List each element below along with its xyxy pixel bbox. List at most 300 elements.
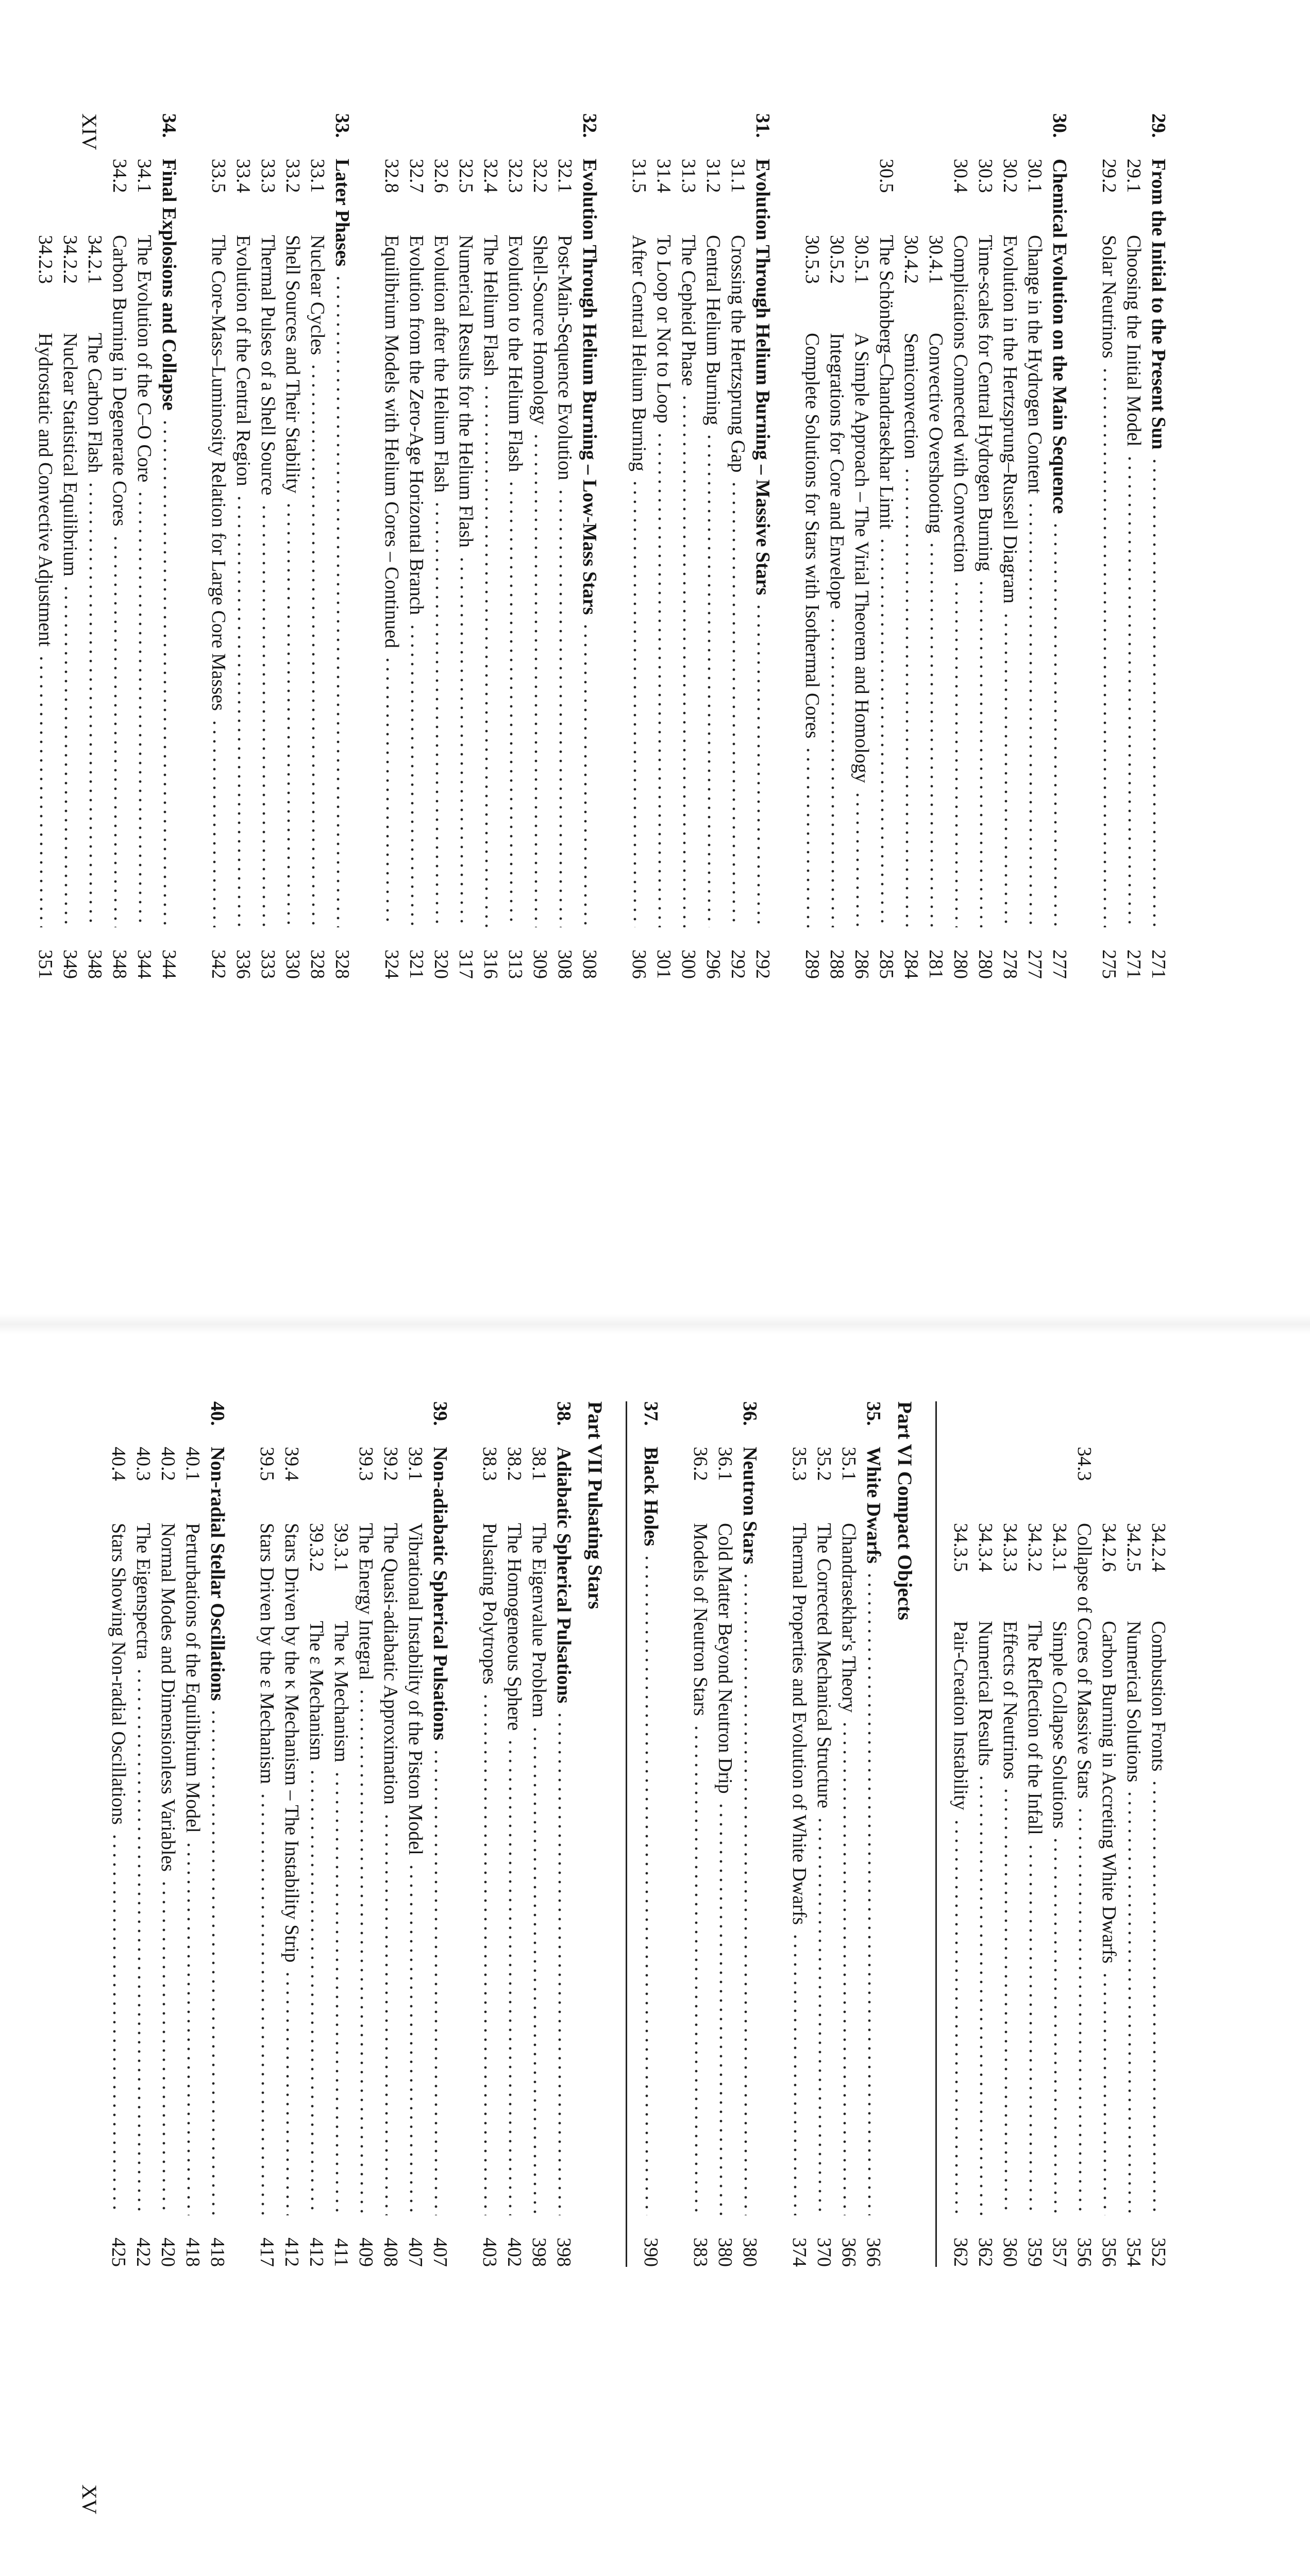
toc-entry xyxy=(305,113,330,979)
toc-entry-page: 366 xyxy=(838,2238,860,2267)
toc-entry-number: 33.1 xyxy=(307,159,328,193)
toc-entry-title: Simple Collapse Solutions xyxy=(1049,1621,1070,1829)
toc-entry xyxy=(726,113,750,979)
toc-entry-title: Complications Connected with Convection xyxy=(950,235,971,573)
toc-entry-page: 288 xyxy=(826,950,848,979)
toc-entry-number: 31.1 xyxy=(727,159,749,193)
toc-entry-page: 403 xyxy=(479,2238,500,2267)
toc-entry xyxy=(180,1401,205,2267)
toc-entry-title: White Dwarfs xyxy=(863,1447,884,1564)
toc-entry xyxy=(627,113,651,979)
dot-leader xyxy=(1002,611,1010,927)
toc-entry xyxy=(280,113,305,979)
toc-entry-page: 320 xyxy=(430,950,452,979)
toc-entry-page: 342 xyxy=(208,950,229,979)
dot-leader xyxy=(730,480,738,927)
toc-entry-page: 407 xyxy=(429,2238,451,2267)
toc-entry-title: The Evolution of the C–O Core xyxy=(133,235,155,483)
toc-entry-title: Evolution to the Helium Flash xyxy=(505,235,526,472)
dot-leader xyxy=(742,1571,750,2215)
toc-entry-title: To Loop or Not to Loop xyxy=(653,235,675,423)
dot-leader xyxy=(631,479,639,927)
toc-entry-page: 292 xyxy=(727,950,749,979)
toc-entry-number: 35.3 xyxy=(788,1447,810,1481)
toc-spacer xyxy=(775,113,800,979)
toc-chapter xyxy=(861,1401,886,2267)
toc-entry-number: 35.1 xyxy=(838,1447,860,1481)
dot-leader xyxy=(1051,1836,1060,2215)
dot-leader xyxy=(1002,1786,1010,2215)
toc-entry-page: 286 xyxy=(851,950,872,979)
toc-entry-page: 308 xyxy=(579,950,600,979)
toc-entry-title: Equilibrium Models with Helium Cores – Continued xyxy=(381,235,402,649)
toc-entry-number: 40.4 xyxy=(108,1447,129,1481)
toc-chapter xyxy=(551,1401,576,2267)
toc-entry-title: The Quasi-adiabatic Approximation xyxy=(380,1523,401,1805)
toc-entry-page: 351 xyxy=(35,950,56,979)
toc-entry-page: 289 xyxy=(801,950,823,979)
toc-entry-number: 34.2.1 xyxy=(84,235,106,284)
toc-entry-title: Evolution from the Zero-Age Horizontal Branch xyxy=(406,235,427,615)
toc-entry-page: 296 xyxy=(702,950,724,979)
toc-entry-number: 33. xyxy=(331,113,353,138)
toc-entry xyxy=(1047,1401,1072,2267)
toc-entry-title: Thermal Pulses of a Shell Source xyxy=(257,235,279,496)
toc-entry-title: Non-radial Stellar Oscillations xyxy=(207,1447,228,1701)
dot-leader xyxy=(841,1720,849,2215)
toc-entry-page: 333 xyxy=(257,950,279,979)
toc-list-left xyxy=(33,113,1171,979)
toc-entry-number: 33.5 xyxy=(208,159,229,193)
toc-entry-title: Combustion Fronts xyxy=(1148,1621,1169,1772)
toc-entry-page: 330 xyxy=(282,950,304,979)
toc-entry xyxy=(82,113,107,979)
toc-entry-title: After Central Helium Burning xyxy=(628,235,650,472)
toc-entry-title: The Energy Integral xyxy=(355,1523,377,1681)
dot-leader xyxy=(556,1710,564,2215)
dot-leader xyxy=(791,1932,799,2215)
toc-entry-number: 39.1 xyxy=(405,1447,426,1481)
toc-entry xyxy=(688,1401,713,2267)
dot-leader xyxy=(1101,1971,1109,2215)
dot-leader xyxy=(433,500,441,927)
toc-entry-title: Final Explosions and Collapse xyxy=(158,159,180,411)
toc-entry-number: 36. xyxy=(739,1401,761,1426)
toc-entry-title: Carbon Burning in Degenerate Cores xyxy=(109,235,130,527)
toc-spacer xyxy=(230,1401,255,2267)
toc-entry-title: Nuclear Cycles xyxy=(307,235,328,355)
toc-entry-title: Shell-Source Homology xyxy=(529,235,551,425)
toc-entry xyxy=(552,113,577,979)
dot-leader xyxy=(829,616,837,927)
toc-entry-number: 34.2.4 xyxy=(1148,1523,1169,1572)
toc-entry xyxy=(1146,1401,1171,2267)
toc-entry-page: 374 xyxy=(788,2238,810,2267)
toc-entry-number: 39.5 xyxy=(256,1447,278,1481)
toc-entry-title: The Carbon Flash xyxy=(84,333,106,473)
toc-entry-title: The Corrected Mechanical Structure xyxy=(813,1523,835,1808)
page-number-left: XIV xyxy=(78,113,101,150)
toc-entry xyxy=(255,1401,279,2267)
toc-entry-title: Chandrasekhar's Theory xyxy=(838,1523,860,1713)
toc-entry-number: 30.5.3 xyxy=(801,235,823,284)
dot-leader xyxy=(62,584,70,927)
toc-entry-page: 357 xyxy=(1049,2238,1070,2267)
toc-entry-title: Neutron Stars xyxy=(739,1447,761,1565)
toc-entry-title: Convective Overshooting xyxy=(925,333,947,534)
toc-entry-page: 390 xyxy=(640,2238,662,2267)
toc-entry-title: Complete Solutions for Stars with Isothermal Cores xyxy=(801,333,823,739)
toc-entry xyxy=(403,1401,428,2267)
toc-entry-page: 412 xyxy=(306,2238,327,2267)
toc-entry-title: Thermal Properties and Evolution of White Dwarfs xyxy=(788,1523,810,1925)
dot-leader xyxy=(309,362,317,927)
toc-entry xyxy=(899,113,923,979)
toc-spacer xyxy=(181,113,206,979)
dot-leader xyxy=(209,1708,217,2215)
dot-leader xyxy=(482,383,491,927)
dot-leader xyxy=(383,655,392,927)
toc-chapter xyxy=(330,113,355,979)
dot-leader xyxy=(804,745,812,927)
dot-leader xyxy=(903,466,911,927)
toc-entry xyxy=(923,113,948,979)
toc-entry-number: 36.1 xyxy=(714,1447,736,1481)
toc-entry-title: Cold Matter Beyond Neutron Drip xyxy=(714,1523,736,1794)
dot-leader xyxy=(260,503,268,927)
toc-entry-number: 37. xyxy=(640,1401,662,1426)
toc-entry-title: Crossing the Hertzsprung Gap xyxy=(727,235,749,473)
toc-entry-page: 344 xyxy=(133,950,155,979)
toc-entry-number: 38.3 xyxy=(479,1447,500,1481)
toc-entry-title: The κ Mechanism xyxy=(330,1621,352,1762)
toc-entry-number: 34.1 xyxy=(133,159,155,193)
dot-leader xyxy=(717,1801,725,2215)
toc-entry-page: 412 xyxy=(281,2238,303,2267)
toc-entry-number: 32. xyxy=(579,113,600,138)
toc-entry-page: 309 xyxy=(529,950,551,979)
toc-entry xyxy=(279,1401,304,2267)
toc-chapter xyxy=(157,113,181,979)
toc-entry-title: Effects of Neutrinos xyxy=(999,1621,1021,1780)
toc-entry-number: 30. xyxy=(1049,113,1070,138)
toc-entry-page: 278 xyxy=(999,950,1021,979)
toc-entry-page: 352 xyxy=(1148,2238,1169,2267)
toc-chapter xyxy=(750,113,775,979)
toc-entry-title: The Cepheid Phase xyxy=(678,235,699,386)
toc-entry-number: 40.1 xyxy=(182,1447,204,1481)
toc-entry-number: 30.5.1 xyxy=(851,235,872,284)
toc-spacer xyxy=(452,1401,477,2267)
toc-entry-title: The Homogeneous Sphere xyxy=(503,1523,525,1731)
toc-entry-number: 30.5 xyxy=(876,159,897,193)
toc-entry xyxy=(948,1401,973,2267)
toc-entry xyxy=(973,113,998,979)
toc-entry-number: 38.1 xyxy=(528,1447,550,1481)
dot-leader xyxy=(161,418,169,927)
dot-leader xyxy=(532,432,540,927)
toc-entry-page: 370 xyxy=(813,2238,835,2267)
toc-spacer xyxy=(663,1401,688,2267)
toc-entry xyxy=(787,1401,812,2267)
toc-entry-number: 34.2.2 xyxy=(59,235,81,284)
dot-leader xyxy=(928,540,936,927)
toc-entry-title: Adiabatic Spherical Pulsations xyxy=(553,1447,575,1704)
toc-entry-number: 30.4.2 xyxy=(900,235,922,284)
toc-entry-number: 34.3.5 xyxy=(950,1523,971,1572)
toc-entry-page: 380 xyxy=(714,2238,736,2267)
toc-entry-title: Numerical Results xyxy=(975,1621,996,1766)
toc-entry-title: Evolution after the Helium Flash xyxy=(430,235,452,493)
dot-leader xyxy=(382,1812,391,2215)
toc-entry-number: 32.3 xyxy=(505,159,526,193)
toc-entry xyxy=(973,1401,998,2267)
toc-entry xyxy=(429,113,454,979)
toc-entry-page: 344 xyxy=(158,950,180,979)
toc-chapter xyxy=(577,113,602,979)
toc-entry-page: 380 xyxy=(739,2238,761,2267)
toc-entry-number: 31.2 xyxy=(702,159,724,193)
toc-entry-page: 277 xyxy=(1024,950,1046,979)
toc-entry xyxy=(329,1401,354,2267)
toc-entry xyxy=(107,113,132,979)
toc-entry-number: 30.1 xyxy=(1024,159,1046,193)
toc-entry-page: 281 xyxy=(925,950,947,979)
dot-leader xyxy=(1150,1778,1158,2215)
dot-leader xyxy=(111,534,120,927)
toc-entry xyxy=(304,1401,329,2267)
toc-entry-number: 31. xyxy=(752,113,774,138)
toc-entry-title: The Eigenvalue Problem xyxy=(528,1523,550,1718)
toc-entry-page: 420 xyxy=(157,2238,179,2267)
toc-entry-number: 33.2 xyxy=(282,159,304,193)
toc-entry xyxy=(849,113,874,979)
toc-entry-title: Hydrostatic and Convective Adjustment xyxy=(35,333,56,647)
dot-leader xyxy=(408,622,416,927)
toc-entry-number: 34.3.3 xyxy=(999,1523,1021,1572)
toc-entry-number: 30.4 xyxy=(950,159,971,193)
dot-leader xyxy=(235,494,243,927)
toc-entry-title: Numerical Solutions xyxy=(1123,1621,1145,1783)
toc-entry-title: Stars Driven by the ε Mechanism xyxy=(256,1523,278,1784)
toc-entry-page: 328 xyxy=(331,950,353,979)
dot-leader xyxy=(656,431,664,927)
toc-entry-number: 40. xyxy=(207,1401,228,1426)
toc-entry-number: 33.4 xyxy=(232,159,254,193)
dot-leader xyxy=(308,1768,316,2215)
dot-leader xyxy=(816,1816,824,2215)
toc-entry-page: 271 xyxy=(1123,950,1145,979)
toc-entry-number: 31.3 xyxy=(678,159,699,193)
toc-entry-page: 408 xyxy=(380,2238,401,2267)
toc-entry xyxy=(836,1401,861,2267)
toc-entry-number: 31.4 xyxy=(653,159,675,193)
toc-entry xyxy=(527,1401,551,2267)
toc-entry-title: Solar Neutrinos xyxy=(1098,235,1120,359)
toc-entry-page: 301 xyxy=(653,950,675,979)
dot-leader xyxy=(557,487,565,927)
toc-entry xyxy=(378,1401,403,2267)
toc-list-right xyxy=(106,1401,1171,2267)
toc-entry-title: Semiconvection xyxy=(900,333,922,459)
dot-leader xyxy=(334,274,342,927)
toc-entry-title: The Helium Flash xyxy=(480,235,501,377)
toc-entry-page: 316 xyxy=(480,950,501,979)
toc-entry-number: 34.2 xyxy=(109,159,130,193)
toc-entry xyxy=(502,1401,527,2267)
dot-leader xyxy=(136,489,144,927)
toc-entry xyxy=(131,1401,156,2267)
dot-leader xyxy=(87,480,95,927)
toc-entry-title: Later Phases xyxy=(331,159,353,267)
toc-chapter xyxy=(1047,113,1072,979)
toc-entry-title: Integrations for Core and Envelope xyxy=(826,333,848,609)
toc-entry-title: Stars Showing Non-radial Oscillations xyxy=(108,1523,129,1825)
toc-entry-title: Nuclear Statistical Equilibrium xyxy=(59,333,81,577)
toc-entry-page: 356 xyxy=(1098,2238,1120,2267)
toc-entry xyxy=(528,113,552,979)
toc-spacer xyxy=(1072,113,1097,979)
dot-leader xyxy=(1101,366,1109,927)
toc-entry-title: The Reflection of the Infall xyxy=(1024,1621,1046,1835)
toc-entry-page: 407 xyxy=(405,2238,426,2267)
toc-entry-title: Carbon Burning in Accreting White Dwarfs xyxy=(1098,1621,1120,1964)
dot-leader xyxy=(692,1723,700,2215)
toc-entry xyxy=(825,113,849,979)
toc-entry xyxy=(948,113,973,979)
dot-leader xyxy=(754,602,763,927)
toc-entry-number: 39.3.2 xyxy=(306,1523,327,1572)
toc-entry xyxy=(676,113,701,979)
dot-leader xyxy=(581,622,590,927)
toc-entry xyxy=(651,113,676,979)
toc-entry-page: 398 xyxy=(553,2238,575,2267)
toc-entry-title: From the Initial to the Present Sun xyxy=(1148,159,1169,450)
toc-entry-number: 35.2 xyxy=(813,1447,835,1481)
toc-entry-page: 354 xyxy=(1123,2238,1145,2267)
toc-entry xyxy=(477,1401,502,2267)
dot-leader xyxy=(259,1791,267,2215)
toc-entry-title: Time-scales for Central Hydrogen Burning xyxy=(975,235,996,571)
dot-leader xyxy=(1051,521,1060,927)
toc-entry-page: 317 xyxy=(455,950,477,979)
toc-entry-title: The ε Mechanism xyxy=(306,1621,327,1761)
toc-spacer xyxy=(602,113,627,979)
toc-entry xyxy=(404,113,429,979)
toc-entry-page: 292 xyxy=(752,950,774,979)
dot-leader xyxy=(977,579,985,927)
dot-leader xyxy=(1126,1789,1134,2215)
toc-entry-title: A Simple Approach – The Virial Theorem and Homology xyxy=(851,333,872,783)
dot-leader xyxy=(333,1770,341,2215)
toc-entry xyxy=(1097,1401,1121,2267)
toc-entry xyxy=(812,1401,836,2267)
dot-leader xyxy=(184,1840,193,2215)
toc-entry-page: 285 xyxy=(876,950,897,979)
toc-entry-number: 29.2 xyxy=(1098,159,1120,193)
toc-entry xyxy=(998,113,1022,979)
toc-entry-title: Normal Modes and Dimensionless Variables xyxy=(157,1523,179,1872)
toc-entry-page: 362 xyxy=(950,2238,971,2267)
toc-entry xyxy=(1121,1401,1146,2267)
toc-entry xyxy=(1072,1401,1097,2267)
toc-entry-page: 300 xyxy=(678,950,699,979)
toc-entry-page: 280 xyxy=(950,950,971,979)
dot-leader xyxy=(952,580,961,927)
dot-leader xyxy=(284,501,293,927)
dot-leader xyxy=(878,536,886,927)
toc-entry-page: 356 xyxy=(1073,2238,1095,2267)
toc-entry xyxy=(58,113,82,979)
toc-entry-number: 40.2 xyxy=(157,1447,179,1481)
toc-entry-title: The Schönberg–Chandrasekhar Limit xyxy=(876,235,897,530)
toc-entry-page: 348 xyxy=(109,950,130,979)
toc-entry-page: 275 xyxy=(1098,950,1120,979)
dot-leader xyxy=(160,1879,168,2215)
toc-entry-page: 349 xyxy=(59,950,81,979)
toc-entry-page: 366 xyxy=(863,2238,884,2267)
toc-entry-title: Evolution Through Helium Burning – Low-Mass Stars xyxy=(579,159,600,615)
toc-entry-title: Shell Sources and Their Stability xyxy=(282,235,304,494)
toc-entry xyxy=(379,113,404,979)
toc-entry-title: The Eigenspectra xyxy=(132,1523,154,1659)
dot-leader xyxy=(977,1773,985,2215)
toc-entry-title: Numerical Results for the Helium Flash xyxy=(455,235,477,548)
dot-leader xyxy=(865,1571,874,2215)
toc-entry-title: Black Holes xyxy=(640,1447,662,1547)
dot-leader xyxy=(110,1832,119,2215)
dot-leader xyxy=(952,1818,961,2215)
toc-entry-page: 308 xyxy=(554,950,576,979)
toc-entry-number: 39. xyxy=(429,1401,451,1426)
toc-entry-page: 277 xyxy=(1049,950,1070,979)
toc-spacer xyxy=(762,1401,787,2267)
toc-entry-number: 32.4 xyxy=(480,159,501,193)
toc-entry-title: Central Helium Burning xyxy=(702,235,724,426)
toc-entry-page: 383 xyxy=(690,2238,711,2267)
toc-page-right xyxy=(0,1314,1310,2576)
toc-entry-title: Evolution in the Hertzsprung–Russell Diagram xyxy=(999,235,1021,604)
dot-leader xyxy=(407,1862,415,2215)
toc-entry-page: 313 xyxy=(505,950,526,979)
toc-entry-title: Vibrational Instability of the Piston Model xyxy=(405,1523,426,1855)
toc-entry-number: 30.2 xyxy=(999,159,1021,193)
toc-entry-number: 32.1 xyxy=(554,159,576,193)
toc-entry-page: 409 xyxy=(355,2238,377,2267)
toc-entry-page: 418 xyxy=(207,2238,228,2267)
toc-entry-title: Stars Driven by the κ Mechanism – The Instability Strip xyxy=(281,1523,303,1963)
dot-leader xyxy=(358,1687,366,2215)
toc-entry-number: 34. xyxy=(158,113,180,138)
toc-entry xyxy=(503,113,528,979)
dot-leader xyxy=(1150,456,1158,927)
dot-leader xyxy=(705,432,713,927)
toc-entry-title: Choosing the Initial Model xyxy=(1123,235,1145,447)
toc-entry xyxy=(231,113,256,979)
dot-leader xyxy=(283,1970,292,2215)
dot-leader xyxy=(432,1748,440,2215)
toc-entry-title: Post-Main-Sequence Evolution xyxy=(554,235,576,480)
toc-entry xyxy=(1097,113,1121,979)
toc-entry-number: 29.1 xyxy=(1123,159,1145,193)
toc-entry-title: Perturbations of the Equilibrium Model xyxy=(182,1523,204,1833)
toc-entry-title: Evolution Through Helium Burning – Massive Stars xyxy=(752,159,774,596)
toc-entry-page: 271 xyxy=(1148,950,1169,979)
dot-leader xyxy=(853,790,862,927)
toc-entry-page: 284 xyxy=(900,950,922,979)
toc-entry-page: 418 xyxy=(182,2238,204,2267)
dot-leader xyxy=(481,1692,490,2215)
